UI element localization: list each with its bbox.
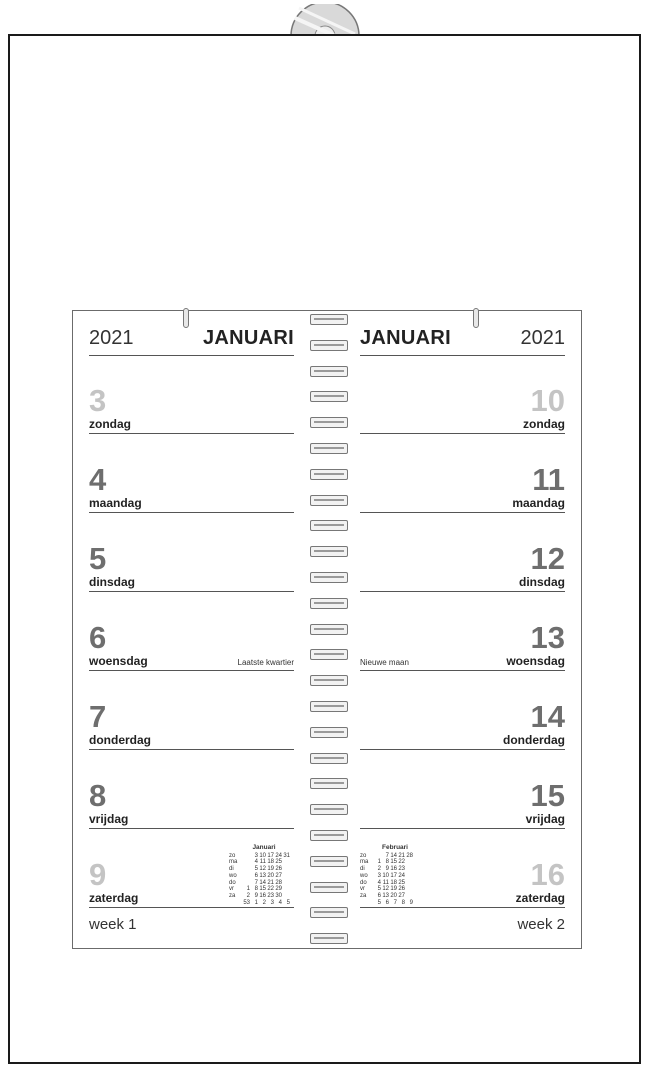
day-number: 15 — [530, 778, 565, 813]
mini-date: 2 — [246, 892, 250, 899]
mini-date: 21 — [267, 879, 274, 886]
mini-weekday: zo — [360, 852, 367, 859]
mini-date: 8 — [254, 886, 258, 893]
day-name: zondag — [523, 417, 565, 431]
mini-date — [282, 866, 290, 873]
mini-weekday: za — [229, 892, 236, 899]
month-label: JANUARI — [203, 327, 294, 349]
week-label: week 1 — [89, 916, 137, 933]
mini-month-row — [229, 886, 299, 893]
mini-date: 7 — [385, 852, 389, 859]
spiral-coil — [310, 546, 348, 557]
moon-phase-note: Nieuwe maan — [360, 658, 409, 667]
mini-date: 15 — [259, 886, 266, 893]
mini-date: 20 — [390, 892, 397, 899]
mini-date: 6 — [254, 872, 258, 879]
calendar-board — [72, 310, 582, 949]
day-name: zaterdag — [515, 891, 565, 905]
year-label: 2021 — [520, 327, 565, 349]
mini-date: 4 — [377, 879, 381, 886]
spiral-coil — [310, 443, 348, 454]
mini-date: 7 — [393, 899, 397, 906]
mini-date: 30 — [275, 892, 282, 899]
mini-date: 3 — [270, 899, 274, 906]
mini-date — [242, 866, 250, 873]
mini-month-row — [360, 866, 430, 873]
mini-weekday: do — [229, 879, 236, 886]
day-row — [89, 699, 294, 750]
day-row — [89, 383, 294, 434]
year-label: 2021 — [89, 327, 134, 349]
day-row — [360, 844, 565, 908]
mini-date: 1 — [377, 859, 381, 866]
day-number: 8 — [89, 778, 107, 813]
mini-date: 28 — [275, 879, 282, 886]
day-number: 10 — [530, 383, 565, 418]
mini-month-row — [229, 880, 299, 887]
spiral-coil — [310, 520, 348, 531]
day-name: zondag — [89, 417, 131, 431]
mini-date: 5 — [286, 899, 290, 906]
day-name: maandag — [89, 496, 142, 510]
spiral-coil — [310, 701, 348, 712]
mini-date — [373, 853, 381, 860]
mini-date: 27 — [275, 872, 282, 879]
mini-weekday: di — [360, 866, 365, 873]
day-number: 13 — [530, 620, 565, 655]
mini-date: 1 — [246, 886, 250, 893]
spiral-binding — [310, 314, 348, 944]
mini-weekday: vr — [229, 886, 234, 893]
mini-date: 23 — [398, 866, 405, 873]
day-number: 16 — [530, 857, 565, 892]
mini-date: 2 — [377, 866, 381, 873]
day-number: 12 — [530, 541, 565, 576]
mini-weekday: ma — [360, 859, 369, 866]
day-row — [360, 383, 565, 434]
day-name: dinsdag — [89, 575, 136, 589]
spiral-coil — [310, 882, 348, 893]
mini-date: 15 — [390, 859, 397, 866]
mini-date: 5 — [377, 899, 381, 906]
mini-date: 6 — [377, 892, 381, 899]
mini-month-row — [360, 859, 430, 866]
page-header — [89, 329, 294, 356]
mini-date: 7 — [254, 879, 258, 886]
mini-date: 31 — [283, 852, 290, 859]
mini-month-row — [229, 866, 299, 873]
spiral-coil — [310, 649, 348, 660]
mini-month-title: Januari — [252, 844, 276, 851]
mini-weekday: do — [360, 879, 367, 886]
month-label: JANUARI — [360, 327, 451, 349]
mini-date: 12 — [259, 866, 266, 873]
mini-date — [242, 873, 250, 880]
day-number: 4 — [89, 462, 107, 497]
spiral-coil — [310, 830, 348, 841]
mini-date: 9 — [385, 866, 389, 873]
spiral-coil — [310, 753, 348, 764]
mini-month-row — [360, 880, 430, 887]
spiral-coil — [310, 391, 348, 402]
mini-date: 27 — [398, 892, 405, 899]
spiral-coil — [310, 856, 348, 867]
mini-date: 9 — [409, 899, 413, 906]
spiral-coil — [310, 907, 348, 918]
spiral-coil — [310, 495, 348, 506]
mini-date: 23 — [267, 892, 274, 899]
mini-weekday: vr — [360, 886, 365, 893]
spiral-coil — [310, 804, 348, 815]
day-row — [360, 699, 565, 750]
mini-date — [405, 859, 413, 866]
mini-month-row — [229, 859, 299, 866]
spiral-coil — [310, 933, 348, 944]
left-page — [89, 311, 294, 948]
spiral-coil — [310, 366, 348, 377]
mini-date: 24 — [275, 852, 282, 859]
day-name: dinsdag — [518, 575, 565, 589]
spiral-coil — [310, 572, 348, 583]
spiral-coil — [310, 624, 348, 635]
mini-date: 13 — [259, 872, 266, 879]
spiral-coil — [310, 675, 348, 686]
mini-date: 18 — [267, 859, 274, 866]
mini-date: 11 — [259, 859, 266, 866]
mini-date: 25 — [275, 859, 282, 866]
mini-date: 19 — [267, 866, 274, 873]
mini-month-calendar — [360, 845, 430, 906]
mini-date — [405, 893, 413, 900]
mini-date — [242, 859, 250, 866]
day-row — [89, 844, 294, 908]
mini-date: 28 — [406, 852, 413, 859]
day-name: vrijdag — [89, 812, 129, 826]
right-page — [360, 311, 565, 948]
mini-date: 17 — [267, 852, 274, 859]
day-row — [89, 620, 294, 671]
mini-date: 19 — [390, 886, 397, 893]
spiral-coil — [310, 340, 348, 351]
day-number: 3 — [89, 383, 107, 418]
day-name: woensdag — [89, 654, 148, 668]
spiral-coil — [310, 417, 348, 428]
mini-date: 6 — [385, 899, 389, 906]
mini-date: 16 — [259, 892, 266, 899]
mini-date: 3 — [377, 872, 381, 879]
day-name: donderdag — [503, 733, 565, 747]
day-name: woensdag — [506, 654, 565, 668]
day-name: donderdag — [89, 733, 151, 747]
day-number: 11 — [532, 462, 565, 497]
day-number: 9 — [89, 857, 107, 892]
mini-date: 14 — [259, 879, 266, 886]
mini-date — [282, 886, 290, 893]
week-label: week 2 — [517, 916, 565, 933]
mini-date: 16 — [390, 866, 397, 873]
mini-date — [282, 859, 290, 866]
mini-date: 12 — [382, 886, 389, 893]
day-name: zaterdag — [89, 891, 139, 905]
mini-date — [242, 880, 250, 887]
mini-date: 10 — [382, 872, 389, 879]
mini-month-row — [229, 893, 299, 900]
mini-date: 26 — [275, 866, 282, 873]
day-row — [360, 778, 565, 829]
mini-weekday: zo — [229, 852, 236, 859]
mini-date: 2 — [262, 899, 266, 906]
mini-weekday — [229, 900, 242, 907]
mini-date: 1 — [254, 899, 258, 906]
mini-date — [405, 880, 413, 887]
mini-date: 5 — [254, 866, 258, 873]
mini-date: 9 — [254, 892, 258, 899]
mini-date: 25 — [398, 879, 405, 886]
mini-month-calendar — [229, 845, 299, 906]
spiral-coil — [310, 778, 348, 789]
mini-date: 3 — [254, 852, 258, 859]
mini-weekday: za — [360, 892, 367, 899]
mini-date: 8 — [401, 899, 405, 906]
mini-date — [242, 853, 250, 860]
day-row — [89, 778, 294, 829]
mini-date: 22 — [398, 859, 405, 866]
mini-date: 26 — [398, 886, 405, 893]
mini-weekday: wo — [229, 872, 237, 879]
mini-date — [405, 886, 413, 893]
hanger-hook — [289, 4, 361, 36]
mini-date — [405, 866, 413, 873]
mini-month-row — [229, 873, 299, 880]
day-number: 7 — [89, 699, 107, 734]
mini-month-title: Februari — [381, 844, 408, 851]
mini-month-row — [360, 853, 430, 860]
mini-date: 13 — [382, 892, 389, 899]
mini-weekday: di — [229, 866, 234, 873]
spiral-coil — [310, 314, 348, 325]
day-name: vrijdag — [525, 812, 565, 826]
mini-month-row — [360, 893, 430, 900]
mini-date: 18 — [390, 879, 397, 886]
mini-date: 53 — [243, 899, 250, 906]
mini-date — [282, 880, 290, 887]
day-name: maandag — [512, 496, 565, 510]
mini-date: 8 — [385, 859, 389, 866]
day-number: 14 — [530, 699, 565, 734]
mini-date: 5 — [377, 886, 381, 893]
moon-phase-note: Laatste kwartier — [237, 658, 294, 667]
day-row — [89, 541, 294, 592]
mini-date: 4 — [278, 899, 282, 906]
mini-date: 10 — [259, 852, 266, 859]
mini-date: 24 — [398, 872, 405, 879]
mini-date: 17 — [390, 872, 397, 879]
spiral-coil — [310, 598, 348, 609]
mini-date: 4 — [254, 859, 258, 866]
mini-weekday: ma — [229, 859, 238, 866]
mini-date: 14 — [390, 852, 397, 859]
mini-date: 29 — [275, 886, 282, 893]
spiral-coil — [310, 727, 348, 738]
mini-date — [282, 873, 290, 880]
day-row — [360, 620, 565, 671]
mini-date: 22 — [267, 886, 274, 893]
day-row — [360, 541, 565, 592]
mini-date — [282, 893, 290, 900]
page-header — [360, 329, 565, 356]
mini-month-row — [229, 853, 299, 860]
day-row — [360, 462, 565, 513]
mini-date: 20 — [267, 872, 274, 879]
mini-date — [405, 873, 413, 880]
day-row — [89, 462, 294, 513]
mini-month-row — [360, 900, 430, 907]
mini-month-row — [229, 900, 299, 907]
mini-weekday: wo — [360, 872, 368, 879]
mini-weekday — [360, 900, 373, 907]
mini-month-row — [360, 886, 430, 893]
mini-date: 11 — [382, 879, 389, 886]
day-number: 6 — [89, 620, 107, 655]
spiral-coil — [310, 469, 348, 480]
mini-month-row — [360, 873, 430, 880]
mini-date: 21 — [398, 852, 405, 859]
day-number: 5 — [89, 541, 107, 576]
